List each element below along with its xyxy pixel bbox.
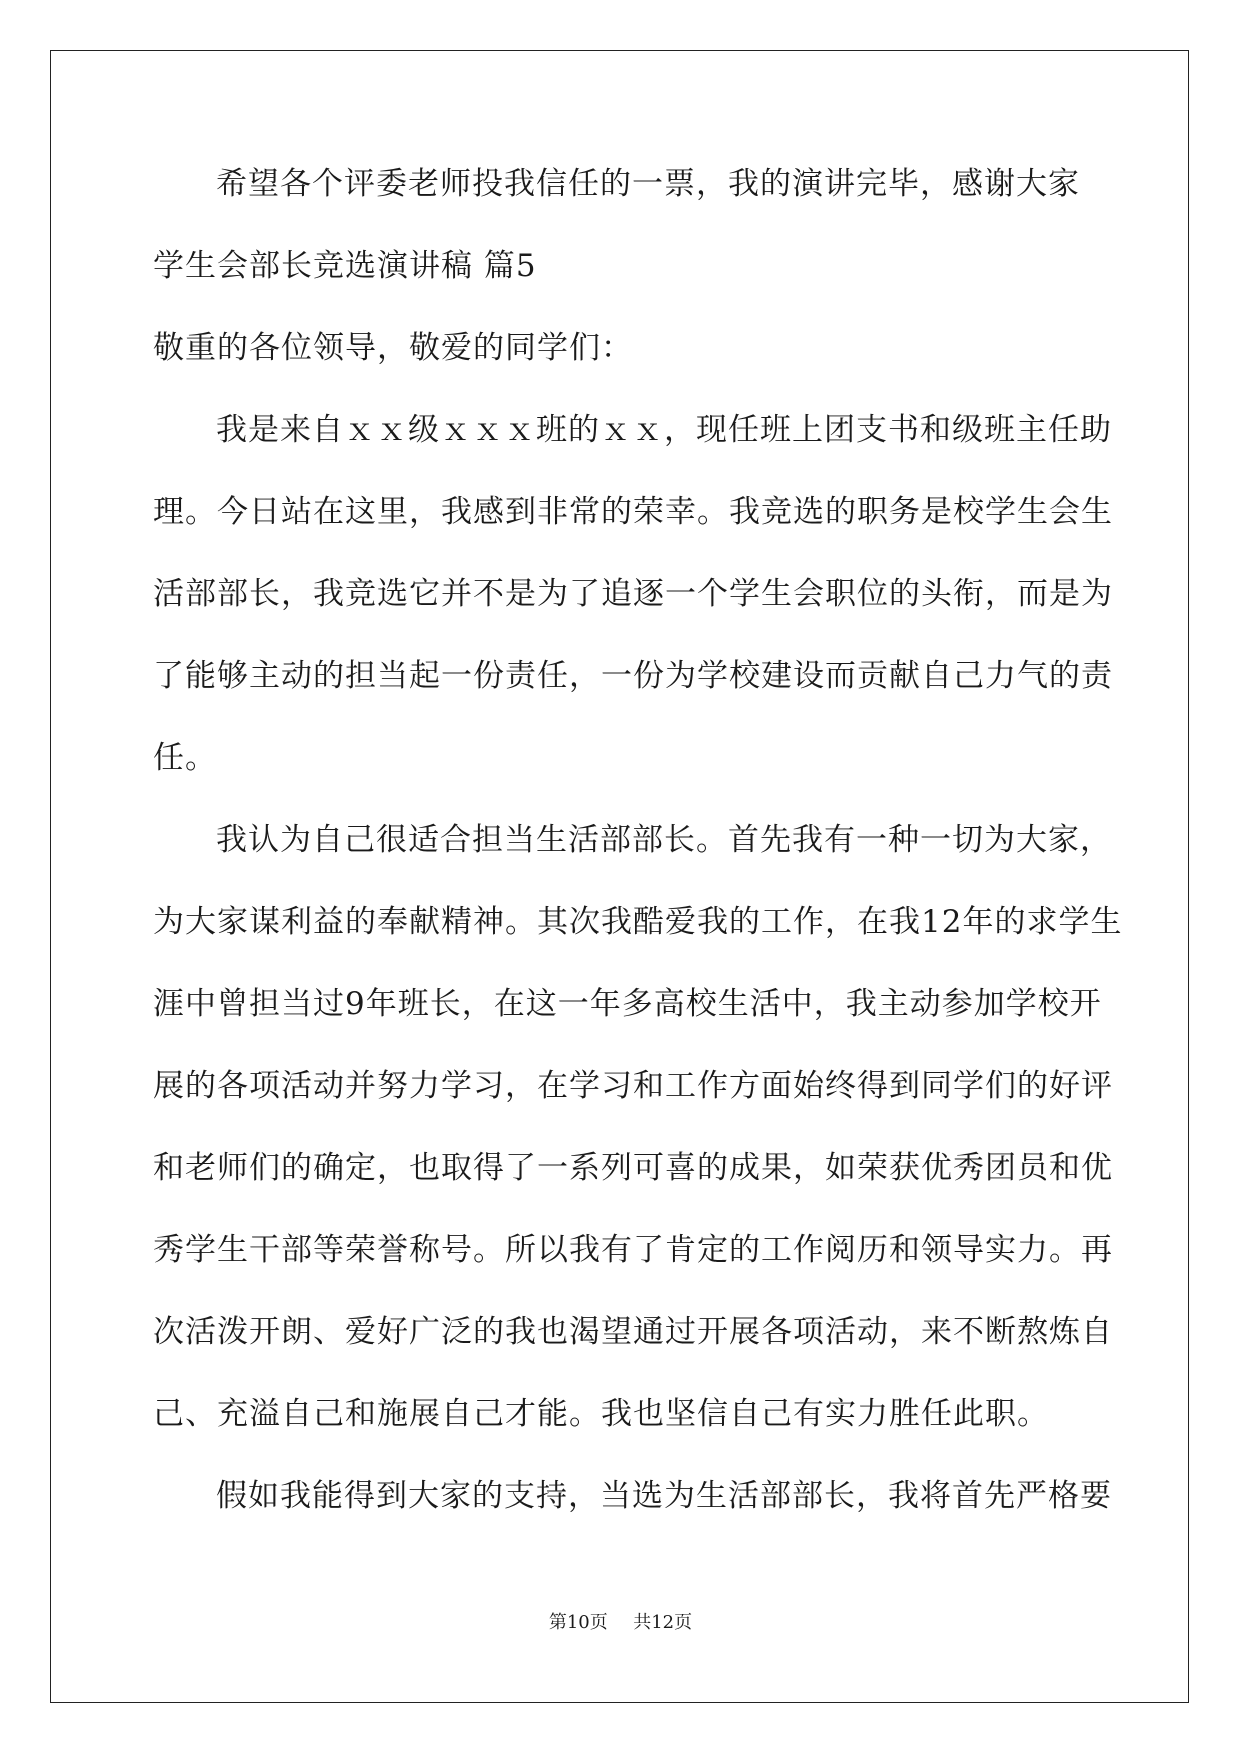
paragraph-line: 为大家谋利益的奉献精神。其次我酷爱我的工作，在我12年的求学生	[153, 904, 1123, 940]
paragraph-line: 展的各项活动并努力学习，在学习和工作方面始终得到同学们的好评	[153, 1068, 1113, 1104]
page-total: 共12页	[633, 1612, 693, 1633]
paragraph-line: 次活泼开朗、爱好广泛的我也渴望通过开展各项活动，来不断熬炼自	[153, 1314, 1113, 1350]
paragraph-line: 和老师们的确定，也取得了一系列可喜的成果，如荣获优秀团员和优	[153, 1150, 1113, 1186]
paragraph-line: 己、充溢自己和施展自己才能。我也坚信自己有实力胜任此职。	[153, 1396, 1049, 1432]
paragraph-line: 希望各个评委老师投我信任的一票，我的演讲完毕，感谢大家	[216, 166, 1080, 202]
section-heading: 学生会部长竞选演讲稿 篇5	[153, 248, 537, 284]
paragraph-line: 我认为自己很适合担当生活部部长。首先我有一种一切为大家，	[216, 822, 1112, 858]
paragraph-line: 涯中曾担当过9年班长，在这一年多高校生活中，我主动参加学校开	[153, 986, 1102, 1022]
paragraph-line: 了能够主动的担当起一份责任，一份为学校建设而贡献自己力气的责	[153, 658, 1113, 694]
paragraph-line: 任。	[153, 740, 217, 776]
salutation: 敬重的各位领导，敬爱的同学们：	[153, 330, 633, 366]
paragraph-line: 理。今日站在这里，我感到非常的荣幸。我竞选的职务是校学生会生	[153, 494, 1113, 530]
page-number: 第10页	[548, 1612, 608, 1633]
document-body	[153, 166, 1123, 1560]
paragraph-line: 秀学生干部等荣誉称号。所以我有了肯定的工作阅历和领导实力。再	[153, 1232, 1113, 1268]
paragraph-line: 假如我能得到大家的支持，当选为生活部部长，我将首先严格要	[216, 1478, 1112, 1514]
paragraph-line: 我是来自ｘｘ级ｘｘｘ班的ｘｘ，现任班上团支书和级班主任助	[216, 412, 1112, 448]
page-footer	[0, 1612, 1241, 1634]
paragraph-line: 活部部长，我竞选它并不是为了追逐一个学生会职位的头衔，而是为	[153, 576, 1113, 612]
